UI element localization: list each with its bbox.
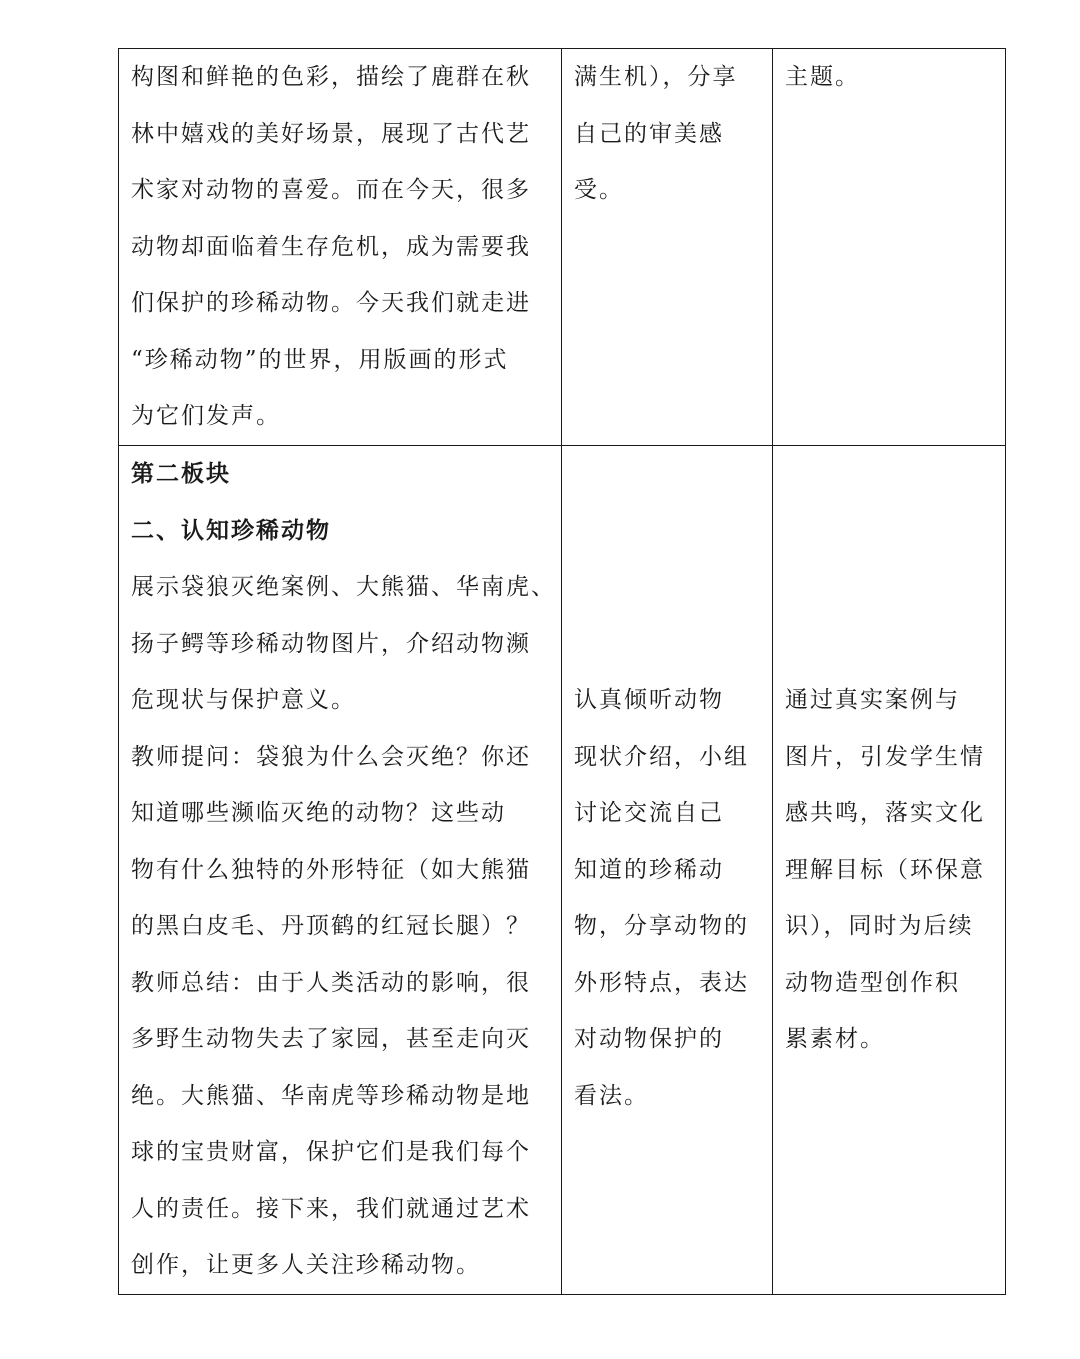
text-line: 看法。 bbox=[574, 1082, 649, 1109]
text-line: 展示袋狼灭绝案例、大熊猫、华南虎、 bbox=[131, 574, 556, 600]
blank-line bbox=[785, 559, 995, 616]
text-line: 现状介绍，小组 bbox=[574, 743, 749, 770]
student-activity-cell bbox=[562, 446, 773, 1295]
text-line: 满生机），分享 bbox=[574, 64, 738, 90]
section-heading: 第二板块 bbox=[131, 460, 231, 487]
text-line: 认真倾听动物 bbox=[574, 687, 724, 713]
text-line: 危现状与保护意义。 bbox=[131, 687, 356, 713]
text-line: 术家对动物的喜爱。而在今天，很多 bbox=[131, 177, 531, 203]
text-line: 感共鸣，落实文化 bbox=[785, 800, 985, 826]
text-line: 知道哪些濒临灭绝的动物？这些动 bbox=[131, 800, 506, 826]
text-line: 累素材。 bbox=[785, 1026, 885, 1052]
text-line: 创作，让更多人关注珍稀动物。 bbox=[131, 1252, 481, 1278]
activity-cell bbox=[119, 446, 562, 1295]
text-line: 自己的审美感 bbox=[574, 120, 724, 147]
text-line: 对动物保护的 bbox=[574, 1026, 724, 1052]
blank-line bbox=[785, 446, 995, 503]
text-line: 知道的珍稀动 bbox=[574, 856, 724, 883]
text-line: 动物造型创作积 bbox=[785, 969, 960, 996]
text-line: 图片，引发学生情 bbox=[785, 743, 985, 770]
blank-line bbox=[785, 616, 995, 673]
text-line: 讨论交流自己 bbox=[574, 800, 724, 826]
text-line: 人的责任。接下来，我们就通过艺术 bbox=[131, 1195, 531, 1222]
text-line: 扬子鳄等珍稀动物图片，介绍动物濒 bbox=[131, 630, 531, 657]
blank-line bbox=[785, 503, 995, 560]
text-line: 的黑白皮毛、丹顶鹤的红冠长腿）？ bbox=[131, 913, 531, 939]
section-subheading: 二、认知珍稀动物 bbox=[131, 516, 331, 544]
blank-line bbox=[574, 446, 762, 503]
blank-line bbox=[574, 559, 762, 616]
text-line: 主题。 bbox=[785, 64, 860, 90]
design-intent-cell bbox=[773, 446, 1006, 1295]
text-line: “珍稀动物”的世界，用版画的形式 bbox=[131, 346, 509, 373]
text-line: 教师提问：袋狼为什么会灭绝？你还 bbox=[131, 743, 531, 770]
design-intent-cell bbox=[773, 49, 1006, 446]
text-line: 外形特点，表达 bbox=[574, 969, 749, 996]
blank-line bbox=[574, 616, 762, 673]
table-row bbox=[119, 49, 1006, 446]
text-line: 受。 bbox=[574, 177, 624, 203]
text-line: 通过真实案例与 bbox=[785, 687, 960, 713]
text-line: 理解目标（环保意 bbox=[785, 856, 985, 883]
table-row bbox=[119, 446, 1006, 1295]
text-line: 构图和鲜艳的色彩，描绘了鹿群在秋 bbox=[131, 64, 531, 90]
text-line: 多野生动物失去了家园，甚至走向灭 bbox=[131, 1026, 531, 1052]
text-line: 识），同时为后续 bbox=[785, 913, 974, 939]
student-activity-cell bbox=[562, 49, 773, 446]
activity-cell bbox=[119, 49, 562, 446]
text-line: 球的宝贵财富，保护它们是我们每个 bbox=[131, 1139, 531, 1165]
text-line: 动物却面临着生存危机，成为需要我 bbox=[131, 233, 531, 260]
text-line: 林中嬉戏的美好场景，展现了古代艺 bbox=[131, 120, 531, 147]
text-line: 为它们发声。 bbox=[131, 403, 281, 429]
text-line: 物，分享动物的 bbox=[574, 913, 749, 939]
text-line: 绝。大熊猫、华南虎等珍稀动物是地 bbox=[131, 1082, 531, 1109]
text-line: 们保护的珍稀动物。今天我们就走进 bbox=[131, 290, 531, 316]
text-line: 物有什么独特的外形特征（如大熊猫 bbox=[131, 856, 531, 883]
text-line: 教师总结：由于人类活动的影响，很 bbox=[131, 969, 531, 996]
lesson-plan-table bbox=[118, 48, 1006, 1295]
blank-line bbox=[574, 503, 762, 560]
